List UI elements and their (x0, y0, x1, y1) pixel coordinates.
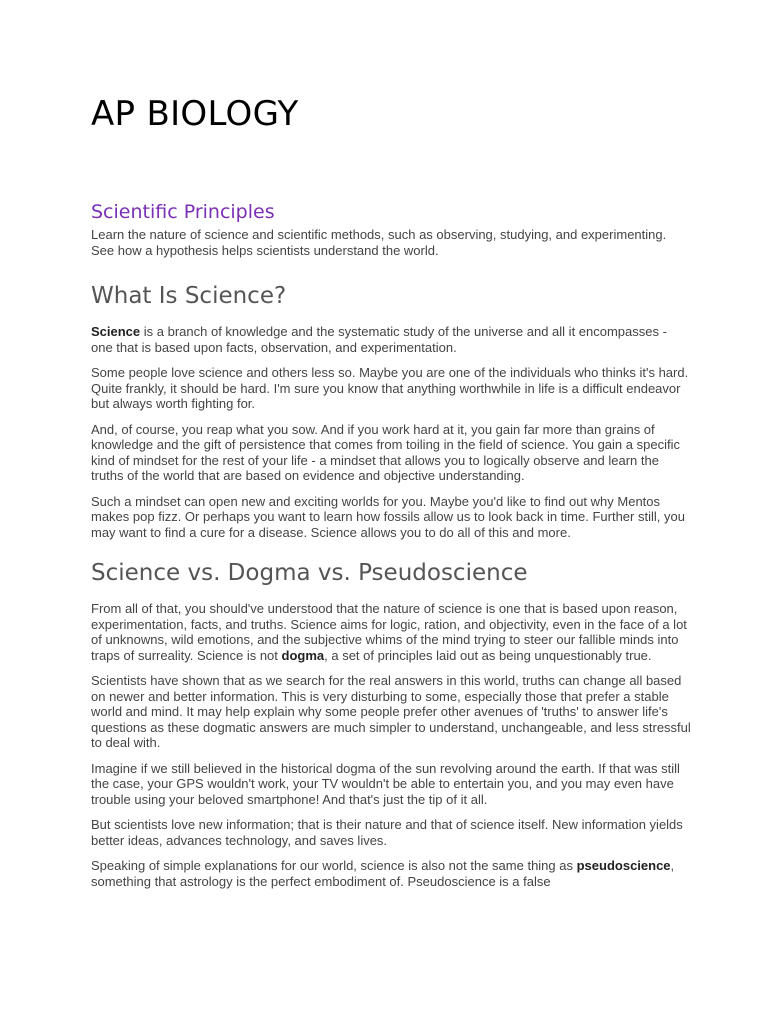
paragraph: Some people love science and others less so. Maybe you are one of the individuals who thinks it's hard. Quite frankly, it should be hard. I'm sure you know that anything worthwhile in life is a difficult endeavor but always worth fighting for. (91, 365, 689, 411)
bold-term: dogma (281, 647, 325, 663)
paragraph: Imagine if we still believed in the historical dogma of the sun revolving around the earth. If that was still the case, your GPS wouldn't work, your TV wouldn't be able to entertain you, and you may even have trouble using your beloved smartphone! And that's just the tip of it all. (91, 760, 680, 807)
section-title: Scientific Principles (91, 201, 275, 223)
paragraph: And, of course, you reap what you sow. And if you work hard at it, you gain far more than grains of knowledge and the gift of persistence that comes from toiling in the field of science. You gain a specific kind of mindset for the rest of your life - a mindset that allows you to logically observe and learn the truths of the world that are based on evidence and objective understanding. (91, 421, 680, 483)
document-title: AP BIOLOGY (91, 94, 299, 134)
heading-what-is-science: What Is Science? (91, 283, 287, 309)
paragraph (91, 601, 691, 663)
paragraph (91, 858, 691, 889)
paragraph-text: Speaking of simple explanations for our world, science is also not the same thing as (91, 858, 577, 873)
bold-term: pseudoscience (576, 858, 671, 873)
paragraph-text: , something that astrology is the perfect embodiment of. Pseudoscience is a false (91, 858, 675, 889)
paragraph: Scientists have shown that as we search for the real answers in this world, truths can change all based on newer and better information. This is very disturbing to some, especially those that prefer a stable world and mind. It may help explain why some people prefer other avenues of 'truths' to answer life's questions as these dogmatic answers are much simpler to understand, unchangeable, and less stressful to deal with. (91, 673, 691, 750)
paragraph: Such a mindset can open new and exciting worlds for you. Maybe you'd like to find out why Mentos makes pop fizz. Or perhaps you want to learn how fossils allow us to look back in time. Further still, you may want to find a cure for a disease. Science allows you to do all of this and more. (91, 493, 685, 540)
bold-term: Science (91, 324, 141, 339)
section-intro: Learn the nature of science and scientific methods, such as observing, studying, and experimenting. See how a hypothesis helps scientists understand the world. (91, 227, 667, 258)
document-content (91, 92, 691, 899)
paragraph-text: is a branch of knowledge and the systematic study of the universe and all it encompasses - one that is based upon facts, observation, and experimentation. (91, 324, 667, 355)
paragraph (91, 324, 691, 355)
heading-science-vs-dogma: Science vs. Dogma vs. Pseudoscience (91, 560, 528, 586)
paragraph: But scientists love new information; that is their nature and that of science itself. New information yields better ideas, advances technology, and saves lives. (91, 817, 683, 848)
paragraph-text: , a set of principles laid out as being unquestionably true. (324, 647, 652, 663)
paragraph-text: From all of that, you should've understood that the nature of science is one that is based upon reason, experimentation, facts, and truths. Science aims for logic, ration, and objectivity, even in the face of a lot of unknowns, wild emotions, and the subjective whims of the mind trying to steer our fallible minds into traps of surreality. Science is not (91, 601, 687, 663)
